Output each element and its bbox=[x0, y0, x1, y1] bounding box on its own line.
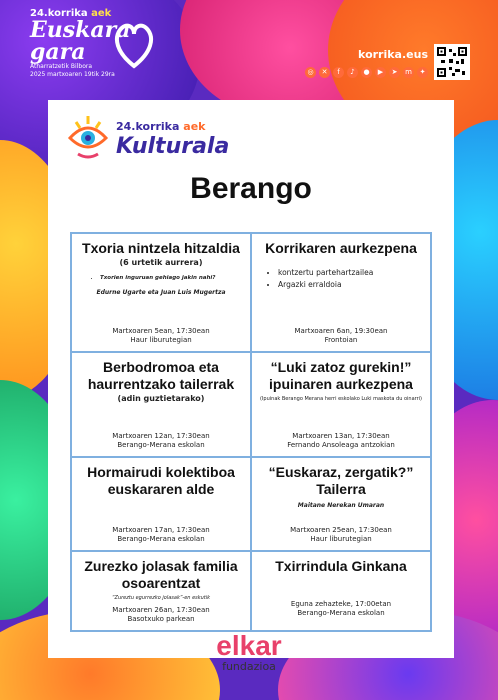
event-details bbox=[72, 606, 250, 624]
social-block bbox=[305, 48, 428, 78]
logo-aek: aek bbox=[183, 120, 206, 133]
event-bullet: • kontzertu partehartzailea bbox=[278, 267, 424, 279]
heart-logo-icon bbox=[112, 16, 156, 72]
event-place: Berango-Merana eskolan bbox=[297, 609, 385, 617]
event-cell bbox=[71, 457, 251, 552]
event-title: Zurezko jolasak familia osoarentzat bbox=[84, 558, 238, 592]
event-cell bbox=[71, 352, 251, 456]
brand-line1: Euskara bbox=[30, 17, 131, 43]
event-bullets bbox=[278, 267, 424, 291]
brand-sub2: 2025 martxoaren 19tik 29ra bbox=[30, 71, 115, 78]
brand-line2: gara bbox=[30, 39, 86, 65]
event-subtitle: (6 urtetik aurrera) bbox=[119, 258, 203, 267]
town-title: Berango bbox=[190, 172, 312, 205]
event-date: Martxoaren 12an, 17:30ean bbox=[112, 431, 210, 440]
event-details bbox=[252, 432, 430, 450]
event-details bbox=[72, 526, 250, 544]
event-cell bbox=[251, 551, 431, 631]
elkar-sub: fundazioa bbox=[222, 660, 276, 673]
event-title: Berbodromoa eta haurrentzako tailerrak bbox=[87, 359, 235, 393]
event-place: Frontoian bbox=[324, 336, 358, 345]
event-place: Haur liburutegian bbox=[310, 535, 372, 544]
telegram-icon[interactable]: ➤ bbox=[389, 67, 400, 78]
footer-logo bbox=[0, 632, 498, 673]
event-date: Martxoaren 6an, 19:30ean bbox=[294, 327, 388, 336]
tiktok-icon[interactable]: ♪ bbox=[347, 67, 358, 78]
event-title: Korrikaren aurkezpena bbox=[265, 240, 417, 256]
event-author: Edurne Ugarte eta Juan Luis Mugertza bbox=[96, 289, 226, 296]
event-details bbox=[72, 432, 250, 450]
event-title: “Euskaraz, zergatik?” Tailerra bbox=[268, 463, 414, 497]
event-title: Hormairudi kolektiboa euskararen alde bbox=[87, 463, 235, 497]
event-bullet: • Argazki erraldoia bbox=[278, 279, 424, 291]
event-cell bbox=[251, 233, 431, 352]
event-details bbox=[72, 327, 250, 345]
event-details bbox=[252, 600, 430, 618]
event-bullet: • Txorien inguruan gehiago jakin nahi? bbox=[100, 275, 244, 281]
event-date: Martxoaren 17an, 17:30ean bbox=[112, 526, 210, 535]
event-title: Txoria nintzela hitzaldia bbox=[82, 240, 240, 256]
eye-logo-icon bbox=[66, 112, 110, 160]
facebook-icon[interactable]: f bbox=[333, 67, 344, 78]
brand-aek: aek bbox=[91, 8, 112, 19]
flickr-icon[interactable]: ● bbox=[361, 67, 372, 78]
event-cell bbox=[251, 457, 431, 552]
kulturala-logo bbox=[66, 112, 256, 162]
event-title: Txirrindula Ginkana bbox=[275, 558, 407, 575]
elkar-logo: elkar bbox=[216, 630, 282, 661]
brand-sub1: Atharratzetik Bilbora bbox=[30, 63, 93, 70]
event-date: Eguna zehazteke, 17:00etan bbox=[290, 600, 392, 608]
event-date: Martxoaren 26an, 17:30ean bbox=[112, 606, 210, 614]
event-subtitle: (adin guztietarako) bbox=[117, 394, 205, 404]
event-details bbox=[252, 327, 430, 345]
logo-title: Kulturala bbox=[116, 134, 230, 159]
event-place: Fernando Ansoleaga antzokian bbox=[287, 440, 395, 449]
logo-edition-text: 24.korrika bbox=[116, 120, 180, 133]
event-date: Martxoaren 13an, 17:30ean bbox=[292, 431, 390, 440]
mastodon-icon[interactable]: m bbox=[403, 67, 414, 78]
event-date: Martxoaren 5ean, 17:30ean bbox=[112, 327, 210, 336]
website-link[interactable]: korrika.eus bbox=[358, 48, 428, 61]
event-author: Maitane Nerekan Umaran bbox=[297, 501, 385, 509]
event-cell bbox=[71, 551, 251, 631]
social-icons bbox=[305, 67, 428, 78]
event-panel bbox=[48, 100, 454, 658]
brand-edition-text: 24.korrika bbox=[30, 8, 88, 19]
event-date: Martxoaren 25ean, 17:30ean bbox=[290, 526, 392, 535]
logo-edition bbox=[116, 120, 205, 133]
event-place: Basotxuko parkean bbox=[127, 615, 195, 623]
event-place: Berango-Merana eskolan bbox=[117, 535, 205, 544]
event-note: (Ipuinak Berango Merana herri eskolako Luki maskota du oinarri) bbox=[260, 396, 422, 403]
instagram-icon[interactable]: ◎ bbox=[305, 67, 316, 78]
bluesky-icon[interactable]: ✦ bbox=[417, 67, 428, 78]
event-bullets bbox=[100, 275, 244, 281]
youtube-icon[interactable]: ▶ bbox=[375, 67, 386, 78]
event-title: “Luki zatoz gurekin!” ipuinaren aurkezpena bbox=[269, 359, 413, 393]
event-details bbox=[252, 526, 430, 544]
qr-code-icon[interactable] bbox=[434, 44, 470, 80]
event-cell bbox=[71, 233, 251, 352]
event-place: Berango-Merana eskolan bbox=[117, 440, 205, 449]
event-note: “Zureztu egurrezko jolasak”-en eskutik bbox=[111, 595, 211, 602]
x-icon[interactable]: ✕ bbox=[319, 67, 330, 78]
event-cell bbox=[251, 352, 431, 456]
event-place: Haur liburutegian bbox=[130, 336, 192, 345]
events-grid bbox=[70, 232, 432, 632]
